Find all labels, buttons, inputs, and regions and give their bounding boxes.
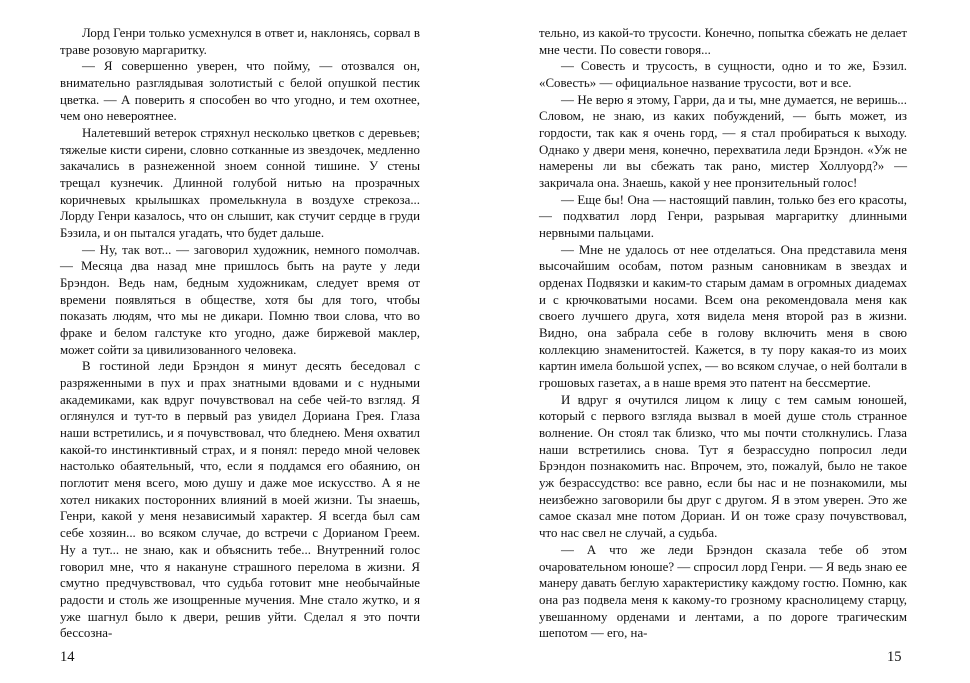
paragraph: И вдруг я очутился лицом к лицу с тем самым юношей, который с первого взгляда вызвал в моей душе столь странное волнение. Он стоял так близко, что мы почти столкнулись. Глаза наши встретились снова. Тут я безрассудно попросил леди Брэндон познакомить нас. Впрочем, это, пожалуй, было не такое уж безрассудство: все равно, если бы нас и не познакомили, мы неизбежно заговорили бы друг с другом. Я в этом уверен. Это же самое сказал мне потом Дориан. И он тоже сразу почувствовал, что нас свел не случай, а судьба. [539,392,907,541]
paragraph-continuation: тельно, из какой-то трусости. Конечно, попытка сбежать не делает мне чести. По совести говоря... [539,26,907,57]
right-page [485,0,970,683]
paragraph: В гостиной леди Брэндон я минут десять беседовал с разряженными в пух и прах знатными вдовами и с нудными академиками, как вдруг почувствовал на себе чей-то взгляд. Я оглянулся и тут-то в первый раз увидел Дориана Грея. Глаза наши встретились, и я почувствовал, что бледнею. Меня охватил какой-то инстинктивный страх, и я понял: передо мной человек настолько обаятельный, что, если я поддамся его обаянию, он поглотит меня всего, мою душу и даже мое искусство. А я не хотел никаких посторонних влияний в моей жизни. Ты знаешь, Генри, какой у меня независимый характер. Я всегда был сам себе хозяин... во всяком случае, до встречи с Дорианом Греем. Ну а тут... не знаю, как и объяснить тебе... Внутренний голос говорил мне, что я накануне страшного перелома в жизни. Я смутно предчувствовал, что судьба готовит мне необычайные радости и столь же изощренные мучения. Мне стало жутко, и я уже шагнул было к двери, решив уйти. Сделал я это почти бессозна- [60,359,420,641]
paragraph: — Совесть и трусость, в сущности, одно и то же, Бэзил. «Совесть» — официальное название трусости, вот и все. [539,59,907,91]
paragraph: — Ну, так вот... — заговорил художник, немного помолчав. — Месяца два назад мне пришлось быть на рауте у леди Брэндон. Ведь нам, бедным художникам, следует время от времени появляться в обществе, хотя бы для того, чтобы показать людям, что мы не дикари. Помню твои слова, что во фраке и белом галстуке кто угодно, даже биржевой маклер, может сойти за цивилизованного человека. [60,242,420,357]
right-page-text [539,25,907,642]
paragraph: Лорд Генри только усмехнулся в ответ и, наклонясь, сорвал в траве розовую маргаритку. [60,26,420,57]
paragraph: — Еще бы! Она — настоящий павлин, только без его красоты, — подхватил лорд Генри, разрывая маргаритку длинными нервными пальцами. [539,192,907,241]
paragraph: — Я совершенно уверен, что пойму, — отозвался он, внимательно разглядывая золотистый с белой опушкой пестик цветка. — А поверить я способен во что угодно, и тем охотнее, чем оно невероятнее. [60,59,420,124]
paragraph: — Мне не удалось от нее отделаться. Она представила меня высочайшим особам, потом разным сановникам в звездах и орденах Подвязки и каким-то старым дамам в огромных диадемах и с крючковатыми носами. Всем она рекомендовала меня как своего лучшего друга, хотя видела меня второй раз в жизни. Видно, она забрала себе в голову включить меня в свою коллекцию знаменитостей. Кажется, в ту пору какая-то из моих картин имела большой успех, — во всяком случае, о ней болтали в грошовых газетах, а в наше время это патент на бессмертие. [539,242,907,391]
left-page-text [60,25,420,642]
paragraph: — А что же леди Брэндон сказала тебе об этом очаровательном юноше? — спросил лорд Генри. — Я ведь знаю ее манеру давать беглую характеристику каждому гостю. Помню, как она раз подвела меня к какому-то грозному краснолицему старцу, увешанному орденами и лентами, а по дороге трагическим шепотом — его, на- [539,542,907,641]
page-number: 15 [887,649,902,665]
page-number: 14 [60,649,75,665]
paragraph: Налетевший ветерок стряхнул несколько цветков с деревьев; тяжелые кисти сирени, словно сотканные из звездочек, медленно закачались в разнеженной зноем сонной тишине. У стены трещал кузнечик. Длинной голубой нитью на прозрачных коричневых крылышках промелькнула в воздухе стрекоза... Лорду Генри казалось, что он слышит, как стучит сердце в груди Бэзила, и он пытался угадать, что будет дальше. [60,126,420,241]
paragraph: — Не верю я этому, Гарри, да и ты, мне думается, не веришь... Словом, не знаю, из каких побуждений, — быть может, из гордости, так как я очень горд, — я стал пробираться к выходу. Однако у двери меня, конечно, перехватила леди Брэндон. «Уж не намерены ли вы сбежать так рано, мистер Холлуорд?» — закричала она. Знаешь, какой у нее пронзительный голос! [539,92,907,191]
